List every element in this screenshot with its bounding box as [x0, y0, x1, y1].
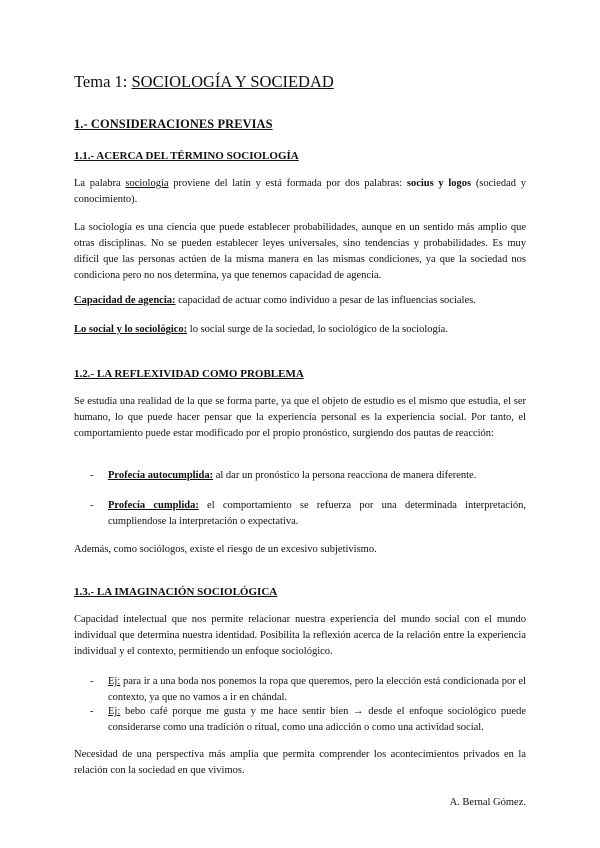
list-dash: -	[90, 470, 94, 481]
term-profecia-autocumplida: Profecía autocumplida:	[108, 470, 214, 481]
list-dash: -	[90, 500, 94, 511]
list-item-profecia-cumplida	[90, 498, 526, 530]
subsection-heading-1-2: 1.2.- LA REFLEXIVIDAD COMO PROBLEMA	[74, 368, 304, 380]
text-run: proviene del latín y está formada por dos palabras:	[168, 178, 407, 189]
definition-text: el comportamiento se refuerza por una determinada interpretación, cumpliendose la interpretación o expectativa.	[108, 500, 526, 527]
term-sociologia: sociología	[125, 178, 169, 189]
list-dash: -	[90, 676, 94, 687]
subsection-heading-1-1: 1.1.- ACERCA DEL TÉRMINO SOCIOLOGÍA	[74, 150, 299, 162]
list-item-text	[108, 704, 526, 736]
page-title	[74, 72, 334, 92]
subsection-heading-1-3: 1.3.- LA IMAGINACIÓN SOCIOLÓGICA	[74, 586, 278, 598]
paragraph-sociologia-origin	[74, 176, 526, 208]
term-capacidad-agencia: Capacidad de agencia:	[74, 295, 176, 306]
title-prefix: Tema 1:	[74, 72, 132, 91]
definition-capacidad-agencia	[74, 293, 526, 309]
definition-text: al dar un pronóstico la persona reacciona de manera diferente.	[213, 470, 477, 481]
paragraph-reflexividad: Se estudia una realidad de la que se forma parte, ya que el objeto de estudio es el mismo que estudia, el ser humano, lo que puede hacer pensar que la experiencia personal es la experiencia social. Por tanto, el comportamiento puede estar modificado por el propio pronóstico, surgiendo dos pautas de reacción:	[74, 396, 526, 439]
author-signature: A. Bernal Gómez.	[449, 797, 526, 808]
label-ej: Ej:	[108, 706, 121, 717]
list-item-text	[108, 498, 526, 530]
definition-social-sociologico	[74, 322, 526, 338]
list-item-text	[108, 468, 526, 484]
list-item-profecia-autocumplida	[90, 468, 526, 484]
text-run: La palabra	[74, 178, 126, 189]
paragraph-sociologia-science: La sociología es una ciencia que puede establecer probabilidades, aunque en un sentido más amplio que otras disciplinas. No se pueden establecer leyes universales, sino tendencias y probabilidades. Es muy difícil que las personas actúen de la misma manera en las mismas condiciones, ya que la sociedad nos condiciona pero no nos determina, ya que tenemos capacidad de agencia.	[74, 222, 526, 281]
definition-text: lo social surge de la sociedad, lo sociológico de la sociología.	[187, 324, 448, 335]
definition-text: capacidad de actuar como individuo a pesar de las influencias sociales.	[175, 295, 476, 306]
term-profecia-cumplida: Profecía cumplida:	[108, 500, 199, 511]
example-text: bebo café porque me gusta y me hace sentir bien → desde el enfoque sociológico puede considerarse como una tradición o ritual, como una adicción o como una actividad social.	[108, 706, 526, 733]
term-social-sociologico: Lo social y lo sociológico:	[74, 324, 188, 335]
list-item-ejemplo-cafe	[90, 704, 526, 736]
section-heading: 1.- CONSIDERACIONES PREVIAS	[74, 117, 273, 131]
list-dash: -	[90, 706, 94, 717]
title-main: SOCIOLOGÍA Y SOCIEDAD	[131, 72, 334, 91]
text-run: (sociedad y conocimiento).	[74, 178, 526, 205]
list-item-ejemplo-boda	[90, 674, 526, 706]
list-item-text	[108, 674, 526, 706]
example-text: para ir a una boda nos ponemos la ropa que queremos, pero la elección está condicionada por el contexto, ya que no vamos a ir en chándal.	[108, 676, 526, 703]
paragraph-perspectiva: Necesidad de una perspectiva más amplia que permita comprender los acontecimientos privados en la relación con la sociedad en que vivimos.	[74, 749, 526, 776]
label-ej: Ej:	[108, 676, 121, 687]
paragraph-imaginacion-sociologica: Capacidad intelectual que nos permite relacionar nuestra experiencia del mundo social con el mundo individual que determina nuestra identidad. Posibilita la reflexión acerca de la relación entre la experiencia individual y el contexto, permitiendo un enfoque sociológico.	[74, 614, 526, 657]
term-socius-logos: socius y logos	[406, 178, 472, 189]
paragraph-subjetivismo: Además, como sociólogos, existe el riesgo de un excesivo subjetivismo.	[74, 544, 377, 555]
